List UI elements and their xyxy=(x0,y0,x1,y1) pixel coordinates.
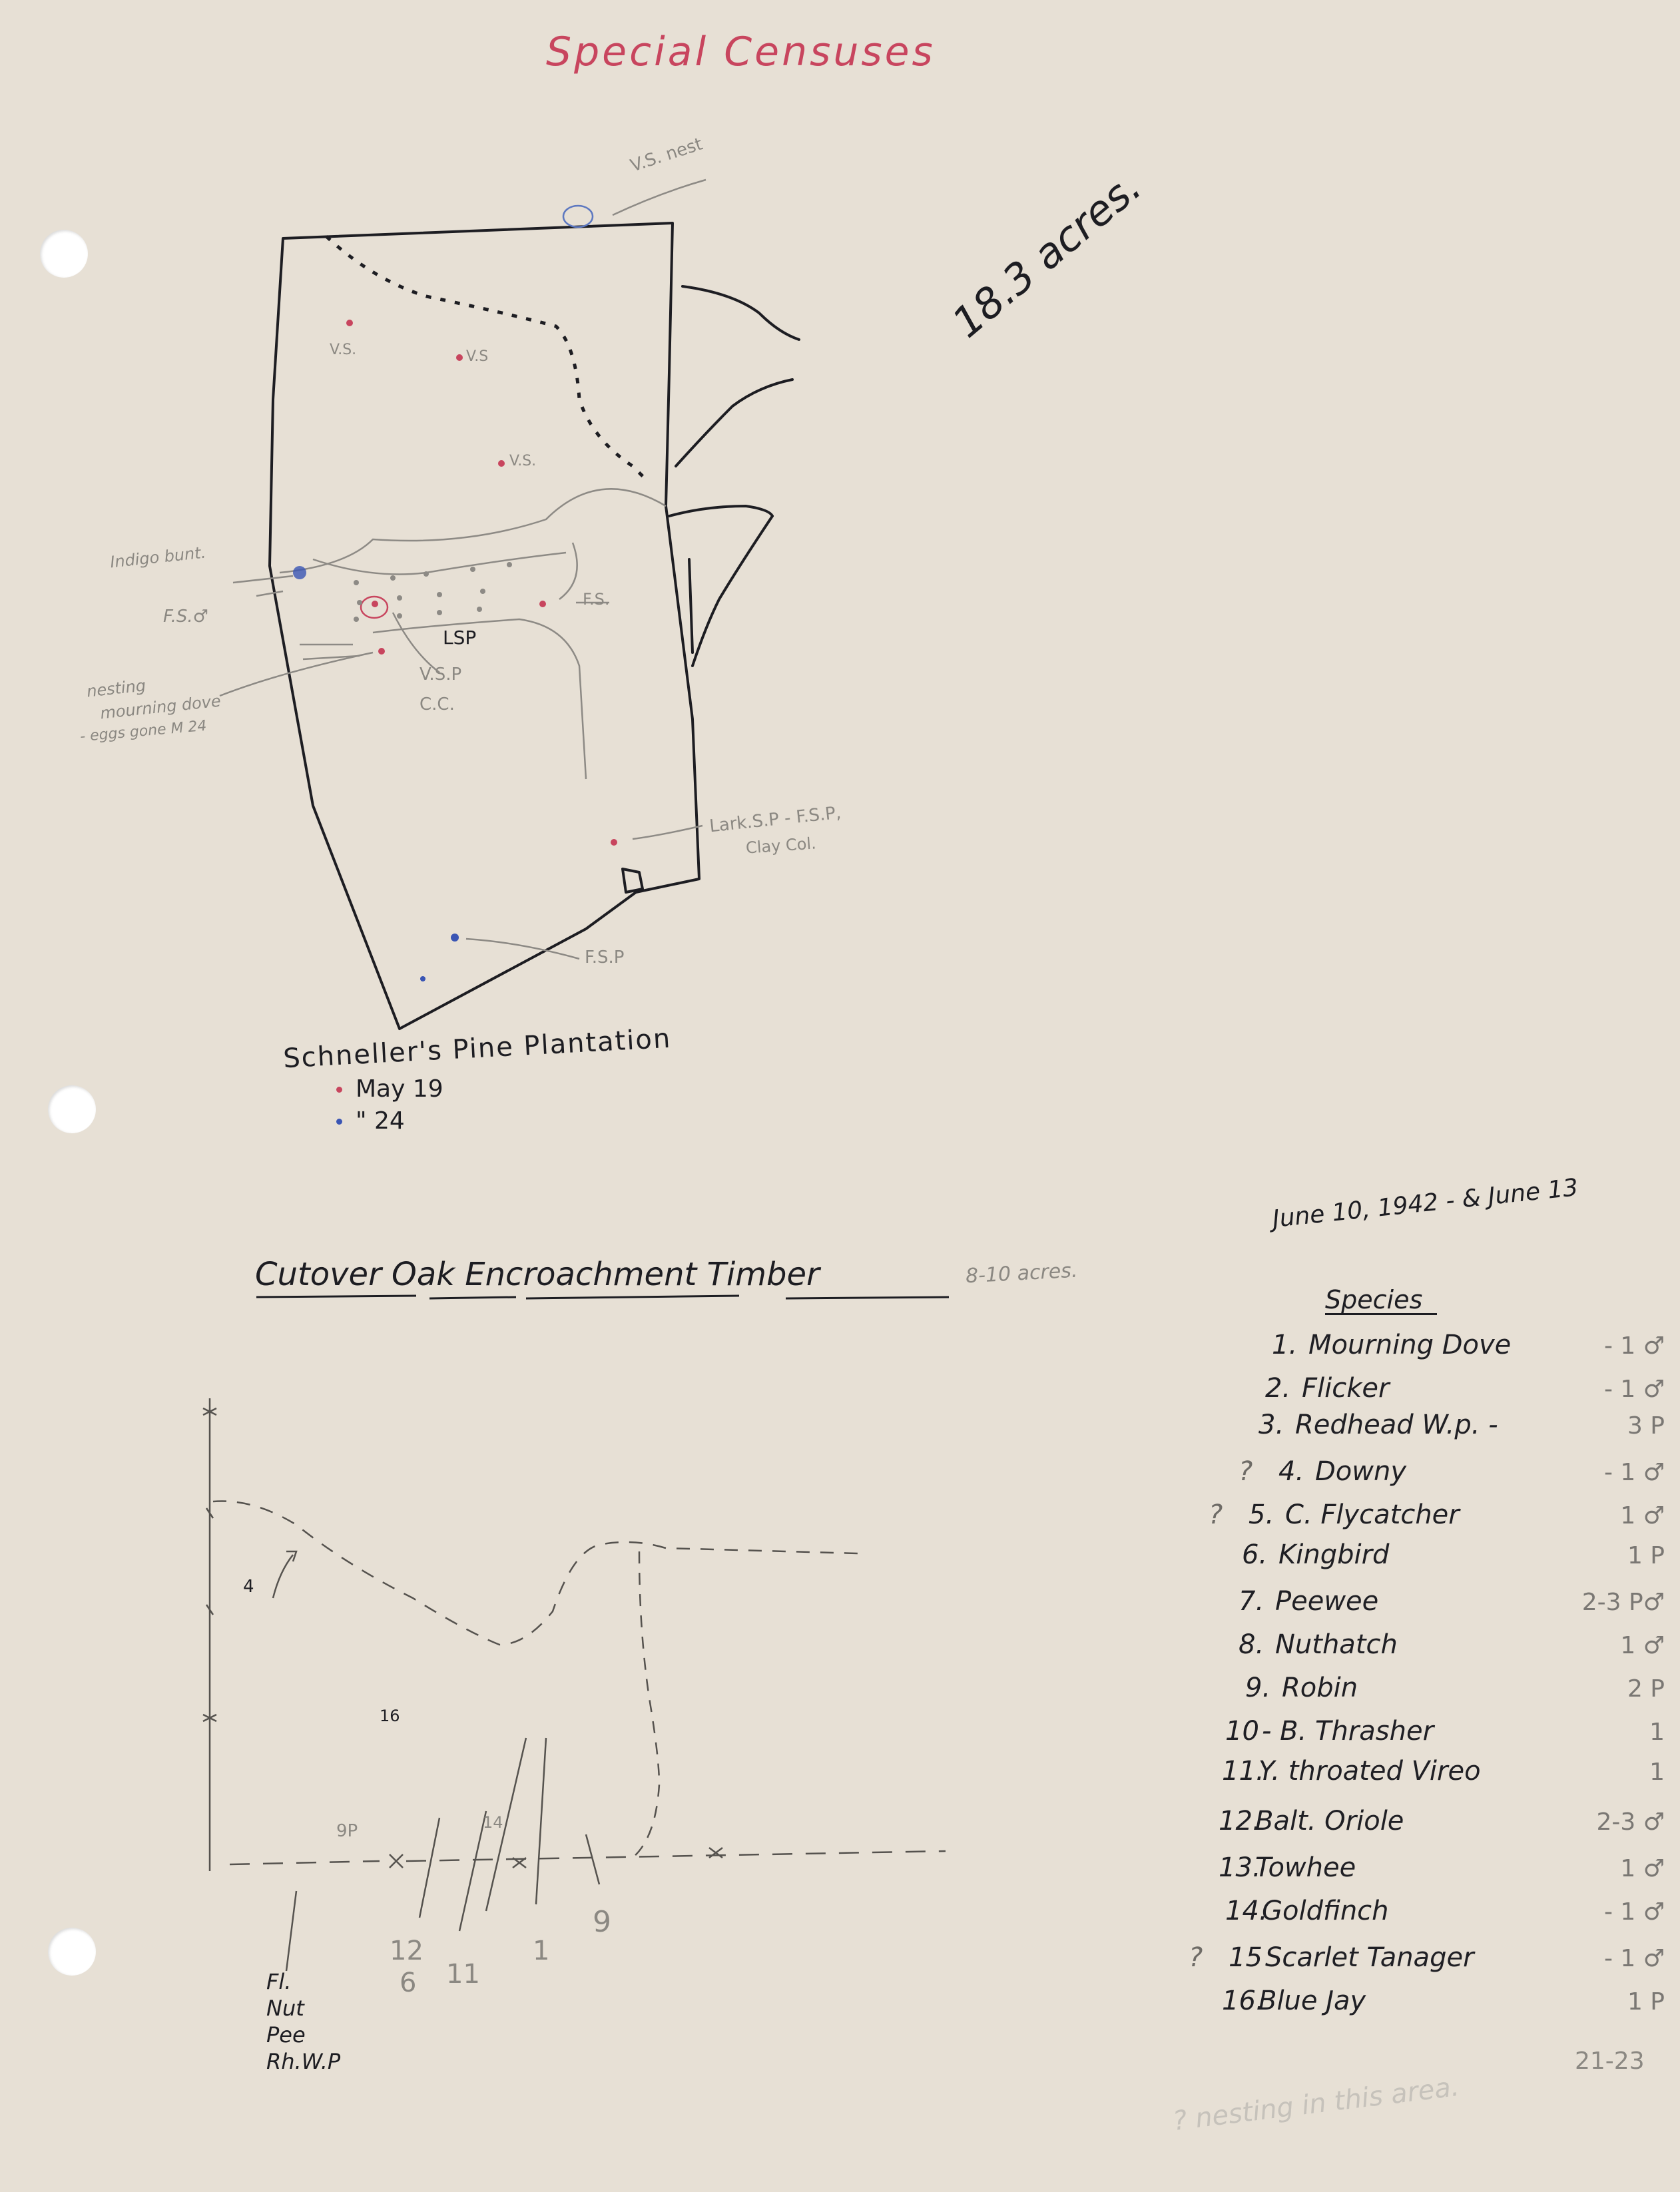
species-count: 1 ♂ xyxy=(1620,1632,1665,1659)
species-number: 1. xyxy=(1272,1330,1298,1360)
species-number: 9. xyxy=(1245,1673,1271,1703)
map-label-fs-male: F.S.♂ xyxy=(163,607,208,627)
map-label-clay: Clay Col. xyxy=(745,834,817,858)
timber-label: 16 xyxy=(380,1707,400,1725)
species-name: Y. throated Vireo xyxy=(1259,1756,1481,1786)
species-number: 3. xyxy=(1259,1410,1284,1440)
map-label-vs: V.S xyxy=(466,348,489,365)
species-number: 7. xyxy=(1239,1586,1264,1617)
species-number: 13. xyxy=(1219,1852,1261,1883)
species-uncertain-mark: ? xyxy=(1239,1456,1253,1487)
timber-label: 4 xyxy=(243,1577,254,1597)
species-number: 2. xyxy=(1265,1373,1291,1404)
dove-note: nesting xyxy=(85,676,147,701)
species-name: Kingbird xyxy=(1278,1539,1390,1570)
species-header-underline xyxy=(1325,1313,1437,1315)
map-label-fsp: F.S.P xyxy=(585,948,625,967)
plantation-acreage: 18.3 acres. xyxy=(943,162,1151,348)
map-label-indigo: Indigo bunt. xyxy=(109,543,207,572)
legend-label: " 24 xyxy=(356,1107,405,1135)
species-name: Blue Jay xyxy=(1259,1986,1366,2016)
species-count: - 1 ♂ xyxy=(1603,1332,1665,1360)
species-count: - 1 ♂ xyxy=(1603,1898,1665,1926)
species-count: 2-3 P♂ xyxy=(1581,1589,1665,1616)
species-count: 2-3 ♂ xyxy=(1596,1808,1665,1836)
species-name: Scarlet Tanager xyxy=(1265,1942,1474,1973)
map-label-vsp: V.S.P xyxy=(420,665,462,685)
species-number: 16. xyxy=(1222,1986,1264,2016)
species-number: 6. xyxy=(1242,1539,1268,1570)
species-name: C. Flycatcher xyxy=(1285,1500,1460,1530)
footnote: ? nesting in this area. xyxy=(1171,2071,1461,2137)
map-label-lark: Lark.S.P - F.S.P, xyxy=(708,802,842,837)
species-count: - 1 ♂ xyxy=(1603,1945,1665,1972)
species-count: 1 P xyxy=(1627,1988,1665,2016)
timber-label: 12 xyxy=(390,1936,423,1966)
bottom-list-item: Fl. xyxy=(266,1969,292,1994)
species-name: Goldfinch xyxy=(1262,1896,1389,1926)
species-count: 1 ♂ xyxy=(1620,1502,1665,1529)
species-count: - 1 ♂ xyxy=(1603,1459,1665,1486)
species-number: 5. xyxy=(1249,1500,1274,1530)
species-count: 3 P xyxy=(1627,1412,1665,1440)
map-label-cc: C.C. xyxy=(420,694,455,714)
species-number: 4. xyxy=(1278,1456,1304,1487)
species-number: 15 xyxy=(1229,1942,1262,1973)
species-total: 21-23 xyxy=(1575,2048,1645,2075)
map-label-vs: V.S. xyxy=(330,342,357,358)
species-count: 1 xyxy=(1649,1719,1665,1746)
species-name: Peewee xyxy=(1275,1586,1379,1617)
timber-label: 9 xyxy=(593,1905,611,1939)
species-name: Towhee xyxy=(1255,1852,1356,1883)
timber-label: 1 xyxy=(533,1936,550,1966)
census-date: June 10, 1942 - & June 13 xyxy=(1271,1174,1580,1233)
species-name: Nuthatch xyxy=(1275,1629,1398,1660)
species-count: - 1 ♂ xyxy=(1603,1376,1665,1403)
species-count: 1 P xyxy=(1627,1542,1665,1569)
timber-label: 9P xyxy=(336,1821,358,1841)
timber-label: 14 xyxy=(483,1813,503,1832)
species-number: 14. xyxy=(1225,1896,1268,1926)
map-label-fs: F.S. xyxy=(583,590,610,609)
species-number: 12. xyxy=(1219,1806,1261,1836)
species-uncertain-mark: ? xyxy=(1209,1500,1223,1530)
species-uncertain-mark: ? xyxy=(1189,1942,1203,1973)
timber-acreage: 8-10 acres. xyxy=(965,1258,1079,1288)
legend-label: May 19 xyxy=(356,1075,443,1103)
species-name: Downy xyxy=(1315,1456,1407,1487)
page-title: Special Censuses xyxy=(546,29,936,75)
species-count: 1 xyxy=(1649,1759,1665,1786)
timber-bottom-list xyxy=(266,1971,340,2072)
map-label-lsp: LSP xyxy=(443,627,477,649)
timber-label: 6 xyxy=(400,1968,417,1998)
species-count: 1 ♂ xyxy=(1620,1855,1665,1882)
species-name: Robin xyxy=(1282,1673,1358,1703)
dove-note: - eggs gone M 24 xyxy=(79,717,208,746)
species-name: Balt. Oriole xyxy=(1255,1806,1404,1836)
vs-nest-label: V.S. nest xyxy=(628,134,705,176)
species-header: Species xyxy=(1325,1285,1423,1314)
species-name: Flicker xyxy=(1302,1373,1390,1404)
timber-label: 11 xyxy=(446,1959,480,1990)
species-count: 2 P xyxy=(1627,1675,1665,1703)
species-number: 10 xyxy=(1225,1716,1259,1747)
timber-title: Cutover Oak Encroachment Timber xyxy=(255,1256,820,1293)
species-name: Redhead W.p. - xyxy=(1295,1410,1498,1440)
bottom-list-item: Pee xyxy=(266,2022,306,2048)
species-number: 8. xyxy=(1239,1629,1264,1660)
map-caption: Schneller's Pine Plantation xyxy=(282,1023,673,1075)
species-name: - B. Thrasher xyxy=(1262,1716,1434,1747)
bottom-list-item: Nut xyxy=(266,1996,304,2021)
species-name: Mourning Dove xyxy=(1308,1330,1512,1360)
species-number: 11. xyxy=(1222,1756,1264,1786)
map-label-vs: V.S. xyxy=(509,453,537,469)
bottom-list-item: Rh.W.P xyxy=(266,2049,341,2074)
dove-note: mourning dove xyxy=(99,691,222,723)
